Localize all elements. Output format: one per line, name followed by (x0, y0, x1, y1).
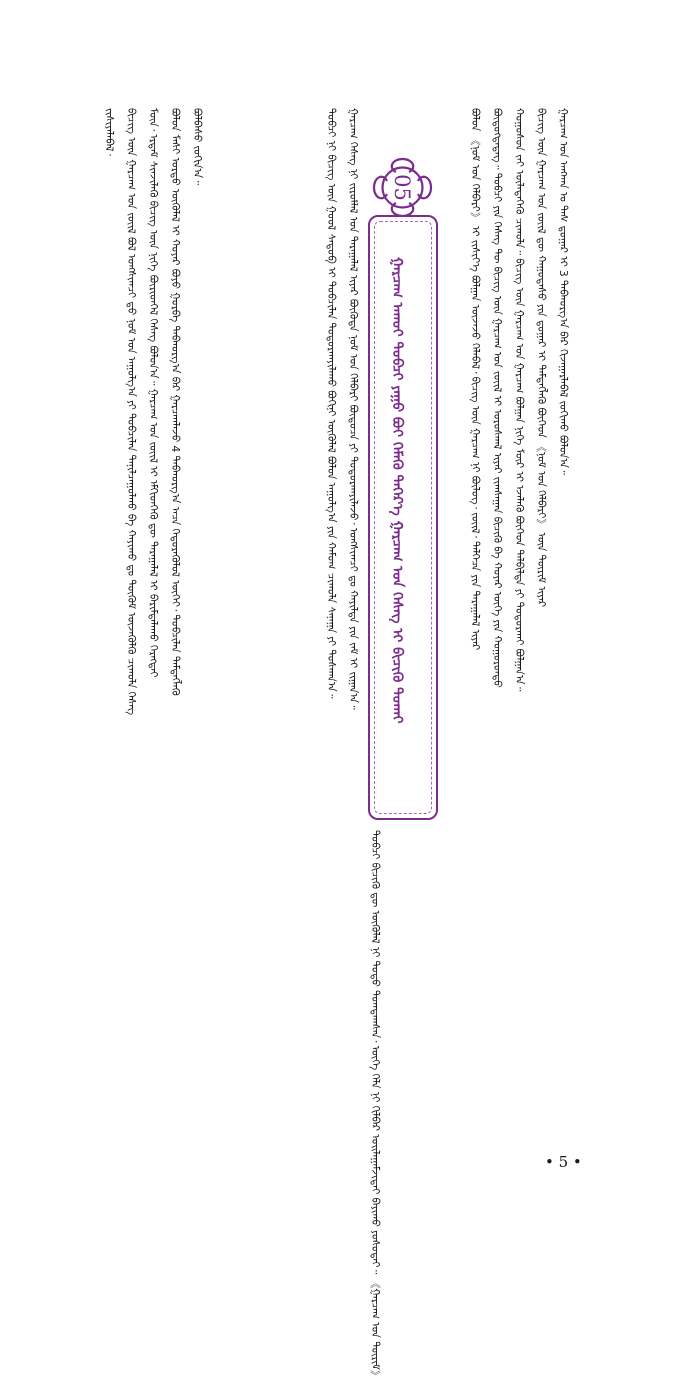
text-column: ᠪᠢᠴᠢᠭ᠌ ᠦᠨ ᠭᠠᠷᠴᠠᠭ ᠤᠨ ᠵᠦᠢᠯ ᠪᠣᠯ ᠤᠩᠰᠢᠭᠴᠢ ᠳ᠋ᠤ ᠨᠣᠮ ᠤᠨ ᠠᠭᠤᠯᠭ᠎ᠠ ᠶᠢ ᠲᠣᠪᠴᠢᠯᠠᠨ ᠲᠠᠨᠢᠯᠴᠠᠭᠤᠯᠬᠤ ᠪᠠ ᠬᠠᠶᠢᠬᠤ ᠳᠤ ᠳᠥᠭᠥᠮ ᠦᠵᠡᠭᠦᠯᠬᠦ ᠴᠢᠬᠤᠯᠠ ᠬᠡᠰᠡᠭ (125, 108, 137, 716)
text-column: ᠮᠥᠨ᠂ ᠡᠷᠳᠡᠮ ᠰᠢᠨᠵᠢᠯᠡᠬᠦ ᠪᠢᠴᠢᠭ᠌ ᠦᠨ ᠨᠢᠭᠡ ᠪᠦᠷᠢᠳᠬᠡᠯ ᠬᠡᠰᠡᠭ ᠪᠣᠯᠤᠨ᠎ᠠ᠃ ᠭᠠᠷᠴᠠᠭ ᠤᠨ ᠵᠦᠢᠯ ᠢ ᠡᠮᠬᠢᠳᠬᠡᠬᠦ ᠳᠦ ᠳᠠᠷᠠᠭᠠᠯᠠᠯ ᠢ ᠪᠠᠷᠢᠮᠲᠠᠯᠠᠬᠤ ᠬᠡᠷᠡᠭᠲᠡᠢ (147, 108, 159, 678)
text-column: ᠪᠦᠲᠦᠭᠳᠡᠳᠡᠭ᠃ ᠲᠣᠪᠴᠢ ᠶᠢᠨ ᠬᠡᠰᠡᠭ ᠲᠦ ᠪᠢᠴᠢᠭ᠌ ᠦᠨ ᠭᠠᠷᠴᠠᠭ ᠤᠨ ᠵᠦᠢᠯ ᠢ ᠤᠷᠤᠰᠬᠠᠯ ᠢᠶᠠᠷ ᠵᠢᠭᠰᠠᠭᠠᠨ ᠪᠢᠴᠢᠬᠦ ᠪᠠ ᠬᠣᠶᠠᠷ ᠦᠭᠡ ᠶᠢᠨ ᠬᠣᠭᠣᠷᠤᠨᠳᠣ (491, 108, 503, 688)
text-column: ᠲᠣᠪᠴᠢ ᠨᠢ ᠪᠢᠴᠢᠭ᠌ ᠦᠨ ᠭᠣᠤᠯ ᠰᠡᠳᠦᠪ ᠢ ᠲᠣᠪᠴᠢᠯᠠᠨ ᠲᠣᠳᠣᠷᠬᠠᠶᠢᠯᠠᠬᠤ ᠪᠣᠭᠢᠨᠢ ᠦᠭᠦᠯᠡᠯ ᠪᠣᠯᠤᠨ ᠠᠭᠤᠯᠭ᠎ᠠ ᠶᠢᠨ ᠬᠠᠮᠤᠭ ᠴᠢᠬᠤᠯᠠ ᠰᠠᠨᠠᠭᠠ ᠶᠢ ᠲᠤᠰᠬᠠᠨ᠎ᠠ᠃ (325, 108, 337, 699)
text-column: ᠪᠢᠴᠢᠭ᠌ ᠦᠨ ᠭᠠᠷᠴᠠᠭ ᠤᠨ ᠵᠦᠢᠯ ᠳᠦ ᠬᠠᠭᠤᠳᠠᠰᠤ ᠶᠢᠨ ᠳ᠋ᠤᠭᠠᠷ ᠢ ᠲᠡᠮᠳᠡᠭᠯᠡᠬᠦ ᠪᠥᠭᠡᠳ 《ᠨᠣᠮ ᠤᠨ ᠬᠡᠯᠪᠡᠷᠢ》 ᠦᠨ ᠳᠦᠷᠢᠮ ᠢᠶᠠᠷ (535, 108, 547, 608)
text-column: ᠪᠣᠯᠤᠨ 《ᠨᠣᠮ ᠤᠨ ᠬᠡᠯᠪᠡᠷᠢ》 ᠢ ᠵᠢᠱᠢᠶ᠎ᠡ ᠪᠣᠯᠭᠠᠨ ᠦᠵᠡᠵᠦ ᠬᠡᠯᠡᠪᠡᠯ᠂ ᠪᠢᠴᠢᠭ᠌ ᠦᠨ ᠭᠠᠷᠴᠠᠭ ᠨᠢ ᠪᠦᠯᠦᠭ᠂ ᠵᠦᠢᠯ᠂ ᠳᠡᠯᠬᠡᠴᠡ ᠶᠢᠨ ᠳᠠᠷᠠᠭᠠᠯᠠᠯ ᠢᠶᠠᠷ (469, 108, 481, 651)
text-column: ᠬᠣᠭᠣᠰᠣᠨ ᠵᠠᠢ ᠦᠯᠡᠳᠡᠭᠡᠬᠦ ᠴᠢᠬᠤᠯᠠ᠃ ᠪᠢᠴᠢᠭ᠌ ᠦᠨ ᠭᠠᠷᠴᠠᠭ ᠤᠨ ᠭᠠᠷᠴᠠᠭ ᠪᠣᠯᠭᠠᠨ ᠨᠢᠭᠡ ᠮᠥᠷ ᠢ ᠡᠵᠡᠯᠡᠬᠦ ᠪᠥᠭᠡᠳ ᠲᠠᠯᠪᠢᠯᠲᠠ ᠶᠢ ᠲᠣᠳᠣᠷᠬᠠᠢ ᠪᠣᠯᠭᠠᠨ᠎ᠠ᠃ (513, 108, 525, 692)
text-column: ᠭᠠᠷᠴᠠᠭ ᠤᠨ ᠠᠩᠬᠠᠨ ᠤ ᠳᠡᠰ ᠳ᠋ᠤᠭᠠᠷ ᠢ 3 ᠳᠠᠪᠬᠤᠷᠭ᠎ᠠ ᠪᠠᠷ ᠬᠢᠵᠠᠭᠠᠷᠯᠠᠪᠠᠯ ᠵᠣᠬᠢᠬᠤ ᠪᠣᠯᠤᠨ᠎ᠠ᠃ (557, 108, 569, 475)
chapter-title: ᠭᠠᠷᠴᠠᠭ ᠠᠬᠤᠢ ᠲᠣᠪᠴᠢ ᠶᠠᠭᠤ ᠪᠤᠢ ᠬᠡᠮᠡᠬᠦ ᠳᠡᠭᠡᠷ᠎ᠡ ᠭᠠᠷᠴᠠᠭ ᠤᠨ ᠬᠡᠰᠡᠭ ᠢ ᠪᠢᠴᠢᠬᠦ ᠲᠤᠬᠠᠢ (389, 257, 405, 724)
text-column: ᠪᠣᠯᠤᠨ ᠮᠠᠰᠢ ᠤᠷᠲᠤ ᠦᠭᠦᠯᠡᠯ ᠢ ᠬᠣᠶᠠᠷ ᠪᠤᠶᠤ ᠭᠤᠷᠪᠠ ᠳᠠᠪᠬᠤᠷᠭ᠎ᠠ ᠪᠠᠷ ᠭᠠᠷᠴᠠᠭᠯᠠᠵᠤ 4 ᠳᠠᠪᠬᠤᠷᠭ᠎ᠠ ᠠᠴᠠ ᠬᠡᠲᠦᠷᠡᠭᠦᠯᠦᠯ ᠦᠭᠡᠢ᠂ ᠲᠣᠪᠴᠢᠯᠠᠨ ᠲᠡᠮᠳᠡᠭᠯᠡᠬᠦ (169, 108, 181, 696)
chapter-number: 05 (390, 174, 415, 201)
chapter-badge (365, 150, 440, 225)
text-column: ᠭᠠᠷᠴᠠᠭ ᠬᠡᠰᠡᠭ ᠨᠢ ᠵᠢᠷᠤᠮᠯᠠᠯ ᠤᠨ ᠳᠠᠷᠠᠭᠠᠯᠠᠯ ᠢᠶᠠᠷ ᠪᠦᠭᠦᠳᠡ ᠨᠣᠮ ᠤᠨ ᠬᠡᠯᠪᠡᠷᠢ ᠪᠦᠲᠦᠴᠡ ᠶᠢ ᠲᠣᠳᠣᠷᠬᠠᠶᠢᠯᠠᠵᠤ᠂ ᠤᠩᠰᠢᠭᠴᠢ ᠳᠤ ᠬᠠᠶᠢᠯᠲᠠ ᠶᠢᠨ ᠵᠠᠮ ᠢ ᠵᠢᠭᠠᠨ᠎ᠠ᠃ (347, 108, 359, 710)
page-number: • 5 • (545, 1153, 582, 1171)
text-column: ᠪᠣᠯᠪᠠᠰᠤ ᠵᠣᠬᠢᠨ᠎ᠠ᠃ (191, 108, 203, 186)
text-column: ᠲᠣᠪᠴᠢ ᠪᠢᠴᠢᠬᠦ ᠳᠦ ᠦᠭᠦᠯᠡᠯ ᠨᠢ ᠲᠣᠳᠣ ᠲᠣᠭᠲᠠᠭᠰᠠᠨ᠂ ᠦᠭᠡ ᠬᠡᠯᠡ ᠨᠢ ᠬᠢᠯᠪᠠᠷ ᠣᠢᠯᠠᠭᠠᠮᠵᠢᠲᠠᠢ ᠪᠠᠶᠢᠬᠤ ᠶᠣᠰᠤᠲᠠᠢ᠃ 《ᠭᠠᠷᠴᠠᠭ ᠤᠨ ᠳᠦᠷᠢᠮ》 (369, 830, 381, 1380)
text-column: ᠵᠢᠱᠢᠶᠡᠯᠡᠪᠡᠯ᠂ (103, 108, 115, 156)
chapter-title-box (368, 215, 438, 820)
